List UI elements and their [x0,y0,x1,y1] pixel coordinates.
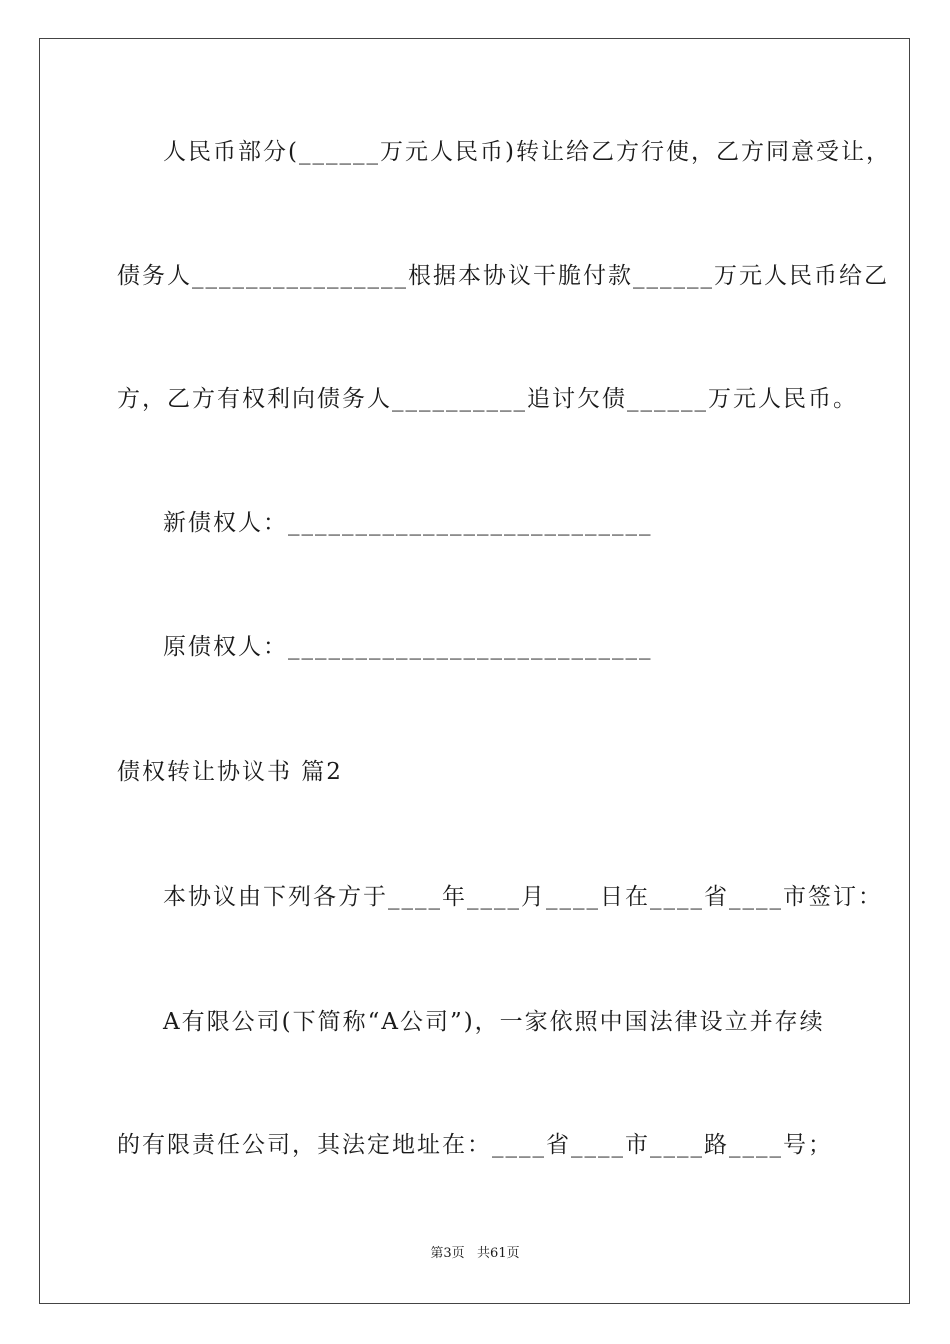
body-line-3: 方，乙方有权利向债务人__________追讨欠债______万元人民币。 [117,386,858,412]
body-line-9: 的有限责任公司，其法定地址在：____省____市____路____号； [117,1132,833,1158]
original-creditor-signature-line: 原债权人：___________________________ [163,634,653,660]
page-border [39,38,910,1304]
body-line-1: 人民币部分(______万元人民币)转让给乙方行使，乙方同意受让， [163,139,891,165]
page-number-footer: 第3页 共61页 [430,1246,520,1261]
body-line-8: A有限公司(下简称“A公司”)，一家依照中国法律设立并存续 [163,1009,825,1035]
body-line-7: 本协议由下列各方于____年____月____日在____省____市签订： [163,884,883,910]
body-line-2: 债务人________________根据本协议干脆付款______万元人民币给乙 [117,263,889,289]
section-heading: 债权转让协议书 篇2 [117,759,343,785]
new-creditor-signature-line: 新债权人：___________________________ [163,510,653,536]
